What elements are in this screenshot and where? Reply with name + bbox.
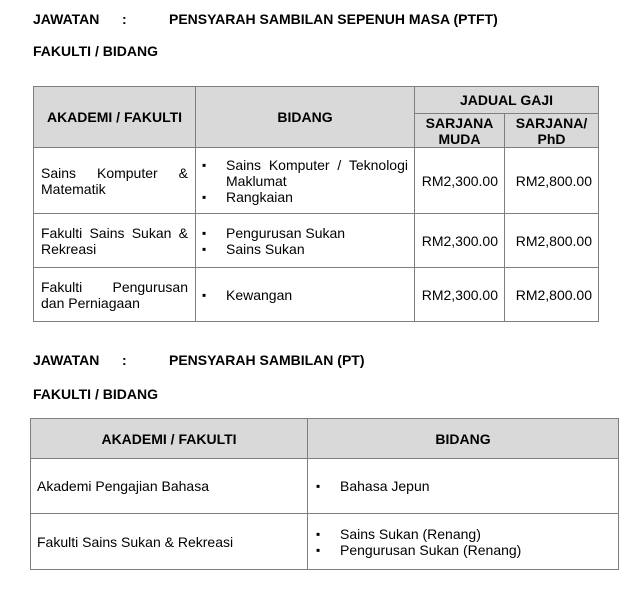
header-akademi: AKADEMI / FAKULTI	[34, 87, 196, 148]
list-item: ▪ Bahasa Jepun	[316, 478, 612, 494]
faculty-cell: Akademi Pengajian Bahasa	[31, 459, 308, 514]
salary-phd-cell: RM2,800.00	[505, 148, 599, 214]
field-list	[308, 526, 618, 558]
list-item: ▪ Pengurusan Sukan (Renang)	[316, 542, 612, 558]
list-item: ▪ Pengurusan Sukan	[202, 225, 408, 241]
table-row	[31, 514, 619, 570]
fields-cell	[308, 514, 619, 570]
salary-phd-cell: RM2,800.00	[505, 268, 599, 322]
header-bidang: BIDANG	[196, 87, 415, 148]
table-row	[34, 268, 599, 322]
list-item: ▪ Sains Sukan (Renang)	[316, 526, 612, 542]
header-bidang: BIDANG	[308, 419, 619, 459]
position-title-ptft: PENSYARAH SAMBILAN SEPENUH MASA (PTFT)	[169, 11, 498, 27]
header-sarjana-muda: SARJANA MUDA	[415, 114, 505, 148]
list-item: ▪ Sains Sukan	[202, 241, 408, 257]
faculty-cell: Fakulti Pengurusan dan Perniagaan	[34, 268, 196, 322]
salary-muda-cell: RM2,300.00	[415, 268, 505, 322]
field-list	[196, 225, 414, 257]
salary-muda-cell: RM2,300.00	[415, 148, 505, 214]
field-list	[196, 157, 414, 205]
list-item: ▪ Kewangan	[202, 287, 408, 303]
fields-cell	[196, 214, 415, 268]
faculty-cell: Fakulti Sains Sukan & Rekreasi	[31, 514, 308, 570]
table-row	[34, 214, 599, 268]
fields-cell	[196, 268, 415, 322]
field-list	[196, 287, 414, 303]
jawatan-colon: :	[122, 352, 127, 368]
header-akademi: AKADEMI / FAKULTI	[31, 419, 308, 459]
jawatan-label: JAWATAN	[33, 11, 100, 27]
field-list	[308, 478, 618, 494]
table-row	[31, 459, 619, 514]
list-item: ▪ Rangkaian	[202, 189, 408, 205]
table-header-row	[34, 87, 599, 114]
salary-phd-cell: RM2,800.00	[505, 214, 599, 268]
list-item: ▪ Sains Komputer / Teknologi Maklumat	[202, 157, 408, 189]
fields-cell	[196, 148, 415, 214]
fakulti-bidang-label: FAKULTI / BIDANG	[33, 386, 158, 402]
pt-table	[30, 418, 619, 570]
header-sarjana-phd: SARJANA/ PhD	[505, 114, 599, 148]
jawatan-colon: :	[122, 11, 127, 27]
position-title-pt: PENSYARAH SAMBILAN (PT)	[169, 352, 365, 368]
header-jadual-gaji: JADUAL GAJI	[415, 87, 599, 114]
faculty-cell: Sains Komputer & Matematik	[34, 148, 196, 214]
table-row	[34, 148, 599, 214]
salary-muda-cell: RM2,300.00	[415, 214, 505, 268]
ptft-table	[33, 86, 599, 322]
fields-cell	[308, 459, 619, 514]
faculty-cell: Fakulti Sains Sukan & Rekreasi	[34, 214, 196, 268]
jawatan-label: JAWATAN	[33, 352, 100, 368]
fakulti-bidang-label: FAKULTI / BIDANG	[33, 43, 158, 59]
table-header-row	[31, 419, 619, 459]
